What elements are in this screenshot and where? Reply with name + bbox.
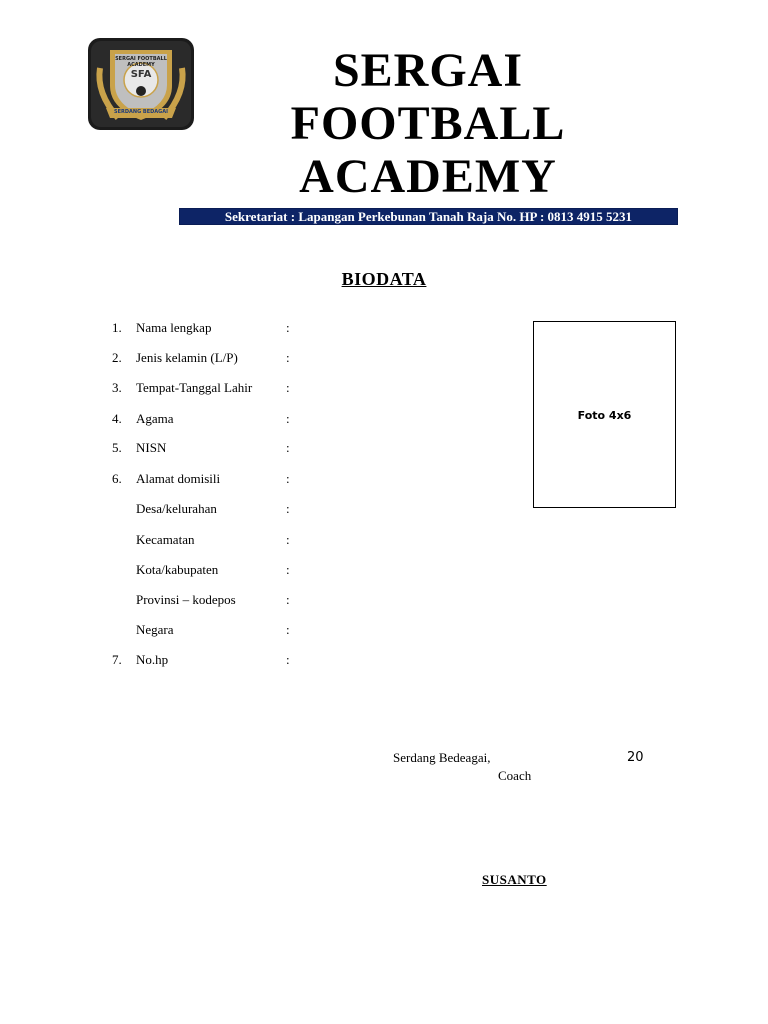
field-colon: :	[286, 501, 290, 516]
field-number: 3.	[112, 380, 122, 395]
field-colon: :	[286, 652, 290, 667]
title-line-1: SERGAI	[332, 44, 524, 97]
field-colon: :	[286, 320, 290, 335]
field-number: 4.	[112, 411, 122, 426]
title-line-3: ACADEMY	[299, 150, 557, 203]
field-label: Kecamatan	[136, 532, 195, 547]
field-number: 1.	[112, 320, 122, 335]
field-label: Agama	[136, 411, 174, 426]
field-label: NISN	[136, 440, 167, 455]
field-colon: :	[286, 532, 290, 547]
field-label: Negara	[136, 622, 174, 637]
field-colon: :	[286, 440, 290, 455]
academy-logo	[88, 38, 194, 130]
photo-label: Foto 4x6	[577, 409, 632, 422]
logo-arc-text: SERGAI FOOTBALL ACADEMY	[115, 56, 167, 68]
field-label: Nama lengkap	[136, 320, 212, 335]
field-colon: :	[286, 350, 290, 365]
academy-title	[240, 44, 616, 203]
signature-place: Serdang Bedeagai,	[393, 750, 491, 765]
field-colon: :	[286, 622, 290, 637]
signature-role: Coach	[498, 768, 532, 783]
field-colon: :	[286, 411, 290, 426]
field-number: 6.	[112, 471, 122, 486]
signature-year: 20	[627, 750, 644, 765]
logo-ribbon-text: SERDANG BEDAGAI	[114, 109, 168, 115]
field-colon: :	[286, 592, 290, 607]
field-number: 7.	[112, 652, 122, 667]
field-label: Kota/kabupaten	[136, 562, 219, 577]
field-number: 5.	[112, 440, 122, 455]
photo-placeholder-box	[533, 321, 676, 508]
secretariat-address-bar	[179, 208, 678, 225]
biodata-heading: BIODATA	[341, 269, 427, 289]
field-label: Tempat-Tanggal Lahir	[136, 380, 253, 395]
field-label: Alamat domisili	[136, 471, 221, 486]
field-label: No.hp	[136, 652, 169, 667]
signer-name: SUSANTO	[482, 872, 547, 887]
field-label: Desa/kelurahan	[136, 501, 217, 516]
field-number: 2.	[112, 350, 122, 365]
secretariat-address: Sekretariat : Lapangan Perkebunan Tanah Raja No. HP : 0813 4915 5231	[224, 209, 633, 224]
field-label: Jenis kelamin (L/P)	[136, 350, 238, 365]
field-colon: :	[286, 562, 290, 577]
academy-shield-icon	[88, 38, 194, 130]
logo-initials: SFA	[130, 69, 152, 80]
field-colon: :	[286, 471, 290, 486]
title-line-2: FOOTBALL	[290, 97, 566, 150]
field-colon: :	[286, 380, 290, 395]
field-label: Provinsi – kodepos	[136, 592, 236, 607]
